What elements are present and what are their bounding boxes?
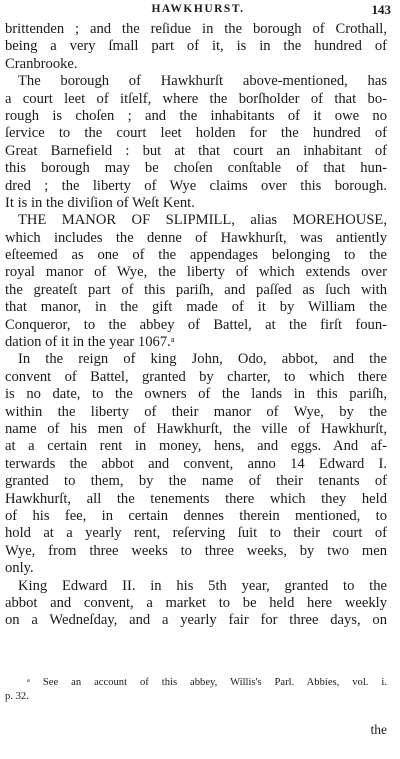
text-line: at a certain rent in money, hens, and eggs. And af- — [5, 438, 387, 455]
text-line: is no date, to the owners of the lands in this pariſh, — [5, 386, 387, 403]
text-line: ſervice to the court leet holden for the hundred of — [5, 125, 387, 142]
running-head: HAWKHURST. — [151, 3, 245, 15]
text-line: THE MANOR OF SLIPMILL, alias MOREHOUSE, — [18, 212, 387, 229]
text-line: rough is choſen ; and the inhabitants of it owe no — [5, 107, 387, 124]
text-line: It is in the diviſion of Weſt Kent. — [5, 194, 195, 211]
text-line: royal manor of Wye, the liberty of which extends over — [5, 264, 387, 281]
text-line: Cranbrooke. — [5, 55, 78, 72]
text-line: Great Barnefield : but at that court an inhabitant of — [5, 142, 387, 159]
text-line: name of his men of Hawkhurſt, the ville of Hawkhurſt, — [5, 420, 387, 437]
text-line: granted to them, by the name of their tenants of — [5, 473, 387, 490]
text-line: dation of it in the year 1067.ᵃ — [5, 334, 175, 351]
text-line: the greateſt part of this pariſh, and paſſed as ſuch with — [5, 281, 387, 298]
text-line: only. — [5, 560, 34, 577]
body-text — [5, 21, 387, 630]
text-line: terwards the abbot and convent, anno 14 Edward I. — [5, 455, 387, 472]
text-line: Hawkhurſt, all the tenements there which they held — [5, 490, 387, 507]
catchword: the — [370, 722, 387, 737]
text-line: that manor, in the gift made of it by William the — [5, 299, 387, 316]
text-line: King Edward II. in his 5th year, granted to the — [18, 577, 387, 594]
text-line: hold at a yearly rent, reſerving ſuit to their court of — [5, 525, 387, 542]
text-line: The borough of Hawkhurſt above-mentioned, has — [18, 73, 387, 90]
text-line: this borough may be choſen conſtable of that hun- — [5, 160, 387, 177]
page-header — [5, 3, 391, 19]
text-line: dred ; the liberty of Wye claims over this borough. — [5, 177, 387, 194]
text-line: a court leet of itſelf, where the borſholder of that bo- — [5, 90, 387, 107]
footnote-line: p. 32. — [5, 691, 29, 702]
text-line: abbot and convent, a market to be held here weekly — [5, 594, 387, 611]
footnote — [5, 676, 387, 704]
text-line: eſteemed as one of the appendages belonging to the — [5, 247, 387, 264]
text-line: brittenden ; and the reſidue in the borough of Crothall, — [5, 21, 387, 37]
text-line: convent of Battel, granted by charter, to which there — [5, 368, 387, 385]
text-line: In the reign of king John, Odo, abbot, and the — [18, 351, 387, 368]
text-line: Conqueror, to the abbey of Battel, at the firſt foun- — [5, 316, 387, 333]
page-number: 143 — [371, 2, 391, 17]
text-line: within the liberty of their manor of Wye, by the — [5, 403, 387, 420]
text-line: which includes the denne of Hawkhurſt, was antiently — [5, 229, 387, 246]
text-line: being a very ſmall part of it, is in the hundred of — [5, 38, 387, 55]
text-line: of his fee, in certain dennes therein mentioned, to — [5, 507, 387, 524]
footnote-line: ᵃ See an account of this abbey, Willis's Parl. Abbies, vol. i. — [27, 677, 387, 688]
text-line: Wye, from three weeks to three weeks, by two men — [5, 542, 387, 559]
text-line: on a Wedneſday, and a yearly fair for three days, on — [5, 612, 387, 629]
